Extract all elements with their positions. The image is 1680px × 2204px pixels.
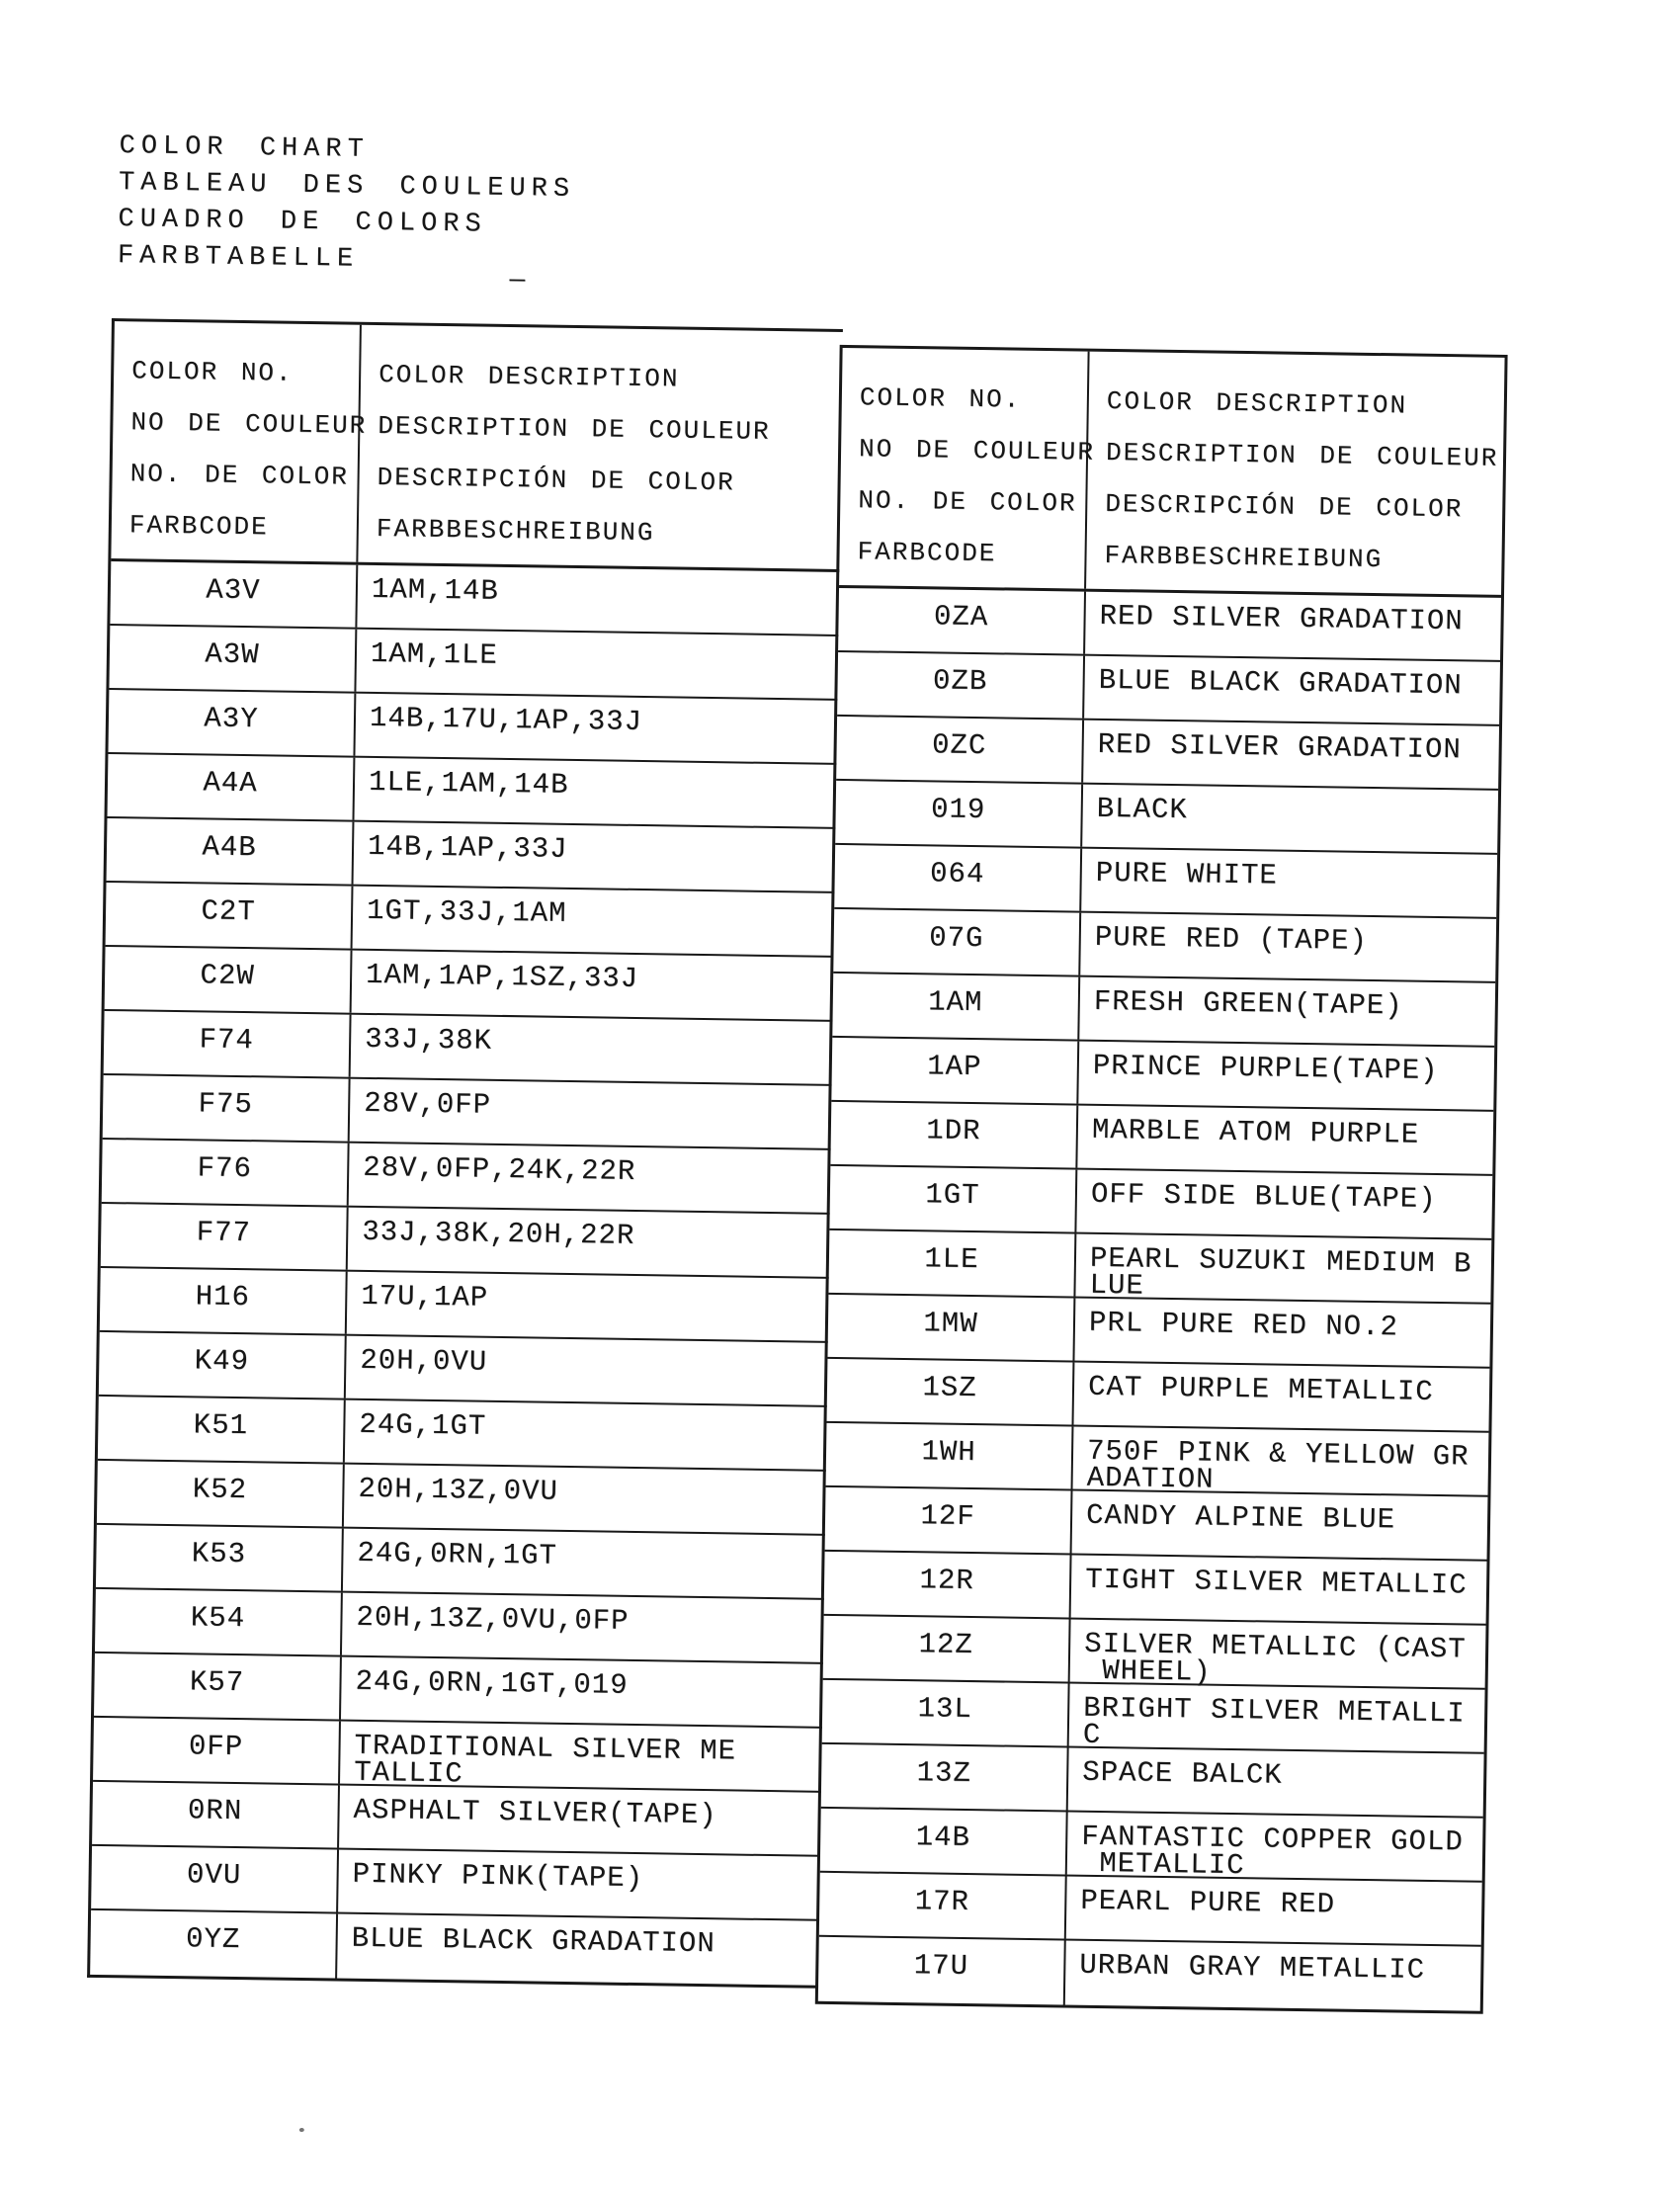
color-code: 0ZA — [838, 588, 1086, 654]
scan-speck-artifact — [299, 2128, 304, 2132]
color-description: PINKY PINK(TAPE) — [352, 1857, 644, 1896]
table-row — [828, 1230, 1491, 1305]
color-description: 28V,0FP — [363, 1086, 492, 1122]
header-color-description-right — [1086, 352, 1505, 595]
color-code: 17R — [819, 1873, 1067, 1939]
color-code: 0ZC — [836, 717, 1084, 783]
title-line-es: CUADRO DE COLORS — [118, 205, 487, 240]
title-line-en: COLOR CHART — [119, 131, 371, 165]
color-code: A3Y — [108, 690, 356, 756]
table-row — [820, 1809, 1483, 1883]
color-code: 0ZB — [837, 652, 1085, 719]
color-code: K53 — [96, 1525, 344, 1591]
color-description: PURE WHITE — [1095, 856, 1279, 892]
header-line: COLOR NO. — [859, 382, 1022, 415]
color-description: 1AM,14B — [371, 572, 500, 608]
color-code: 0FP — [93, 1718, 341, 1784]
table-row — [823, 1616, 1486, 1690]
color-code: C2T — [106, 883, 354, 949]
color-description: SPACE BALCK — [1082, 1755, 1283, 1792]
color-code: K54 — [95, 1589, 343, 1655]
table-row — [835, 781, 1498, 855]
color-code: K52 — [97, 1461, 345, 1527]
table-row — [102, 1140, 831, 1215]
table-row — [831, 1038, 1494, 1112]
header-line: FARBBESCHREIBUNG — [1104, 540, 1384, 575]
color-description: 33J,38K — [364, 1022, 493, 1058]
header-line: NO DE COULEUR — [130, 407, 368, 441]
table-row — [838, 588, 1501, 662]
table-right-half — [815, 345, 1508, 2014]
header-color-no-right — [839, 348, 1096, 589]
table-body-left — [90, 561, 839, 1986]
color-code: 12R — [824, 1552, 1072, 1618]
table-row — [106, 883, 835, 958]
header-color-description-left — [358, 325, 843, 569]
table-row — [829, 1166, 1492, 1240]
color-description: BLUE BLACK GRADATION — [351, 1921, 715, 1961]
color-description: 20H,13Z,0VU — [358, 1472, 559, 1508]
header-line: NO DE COULEUR — [858, 434, 1096, 467]
header-line: COLOR DESCRIPTION — [378, 360, 680, 394]
color-code: 14B — [820, 1809, 1068, 1875]
table-row — [104, 1011, 833, 1086]
color-code: 17U — [818, 1937, 1066, 2005]
table-header-right — [839, 348, 1505, 598]
color-code: 1AP — [831, 1038, 1079, 1104]
table-row — [824, 1552, 1487, 1626]
color-code: A3W — [109, 626, 357, 692]
table-row — [108, 690, 837, 765]
color-code: A4A — [108, 754, 356, 820]
table-row — [837, 652, 1500, 726]
color-description: RED SILVER GRADATION — [1097, 727, 1462, 767]
color-code: 13L — [822, 1680, 1070, 1746]
color-code: 1LE — [828, 1230, 1076, 1297]
color-code: 07G — [833, 909, 1081, 975]
color-description: ASPHALT SILVER(TAPE) — [353, 1793, 717, 1832]
table-row — [832, 974, 1495, 1048]
color-description: PEARL SUZUKI MEDIUM B LUE — [1089, 1241, 1472, 1303]
color-code: K49 — [99, 1332, 347, 1399]
color-code: 12Z — [823, 1616, 1071, 1682]
color-description: 14B,17U,1AP,33J — [369, 701, 643, 739]
color-description: OFF SIDE BLUE(TAPE) — [1090, 1177, 1437, 1216]
color-description: 750F PINK & YELLOW GR ADATION — [1086, 1434, 1470, 1496]
table-row — [825, 1487, 1488, 1562]
color-description: 17U,1AP — [361, 1279, 489, 1314]
table-row — [96, 1525, 825, 1600]
table-row — [105, 947, 834, 1022]
table-row — [107, 818, 836, 893]
color-description: CAT PURPLE METALLIC — [1087, 1370, 1434, 1408]
color-description: 28V,0FP,24K,22R — [363, 1150, 636, 1188]
table-row — [830, 1102, 1493, 1176]
table-row — [90, 1910, 819, 1986]
table-row — [99, 1332, 828, 1407]
table-row — [819, 1873, 1482, 1947]
color-description: 14B,1AP,33J — [367, 829, 568, 866]
table-row — [110, 561, 839, 636]
color-code: 1GT — [829, 1166, 1077, 1232]
color-code: 1WH — [826, 1423, 1074, 1489]
color-code: 1MW — [827, 1295, 1075, 1361]
color-code: F76 — [102, 1140, 350, 1206]
color-code: K57 — [94, 1653, 342, 1720]
header-line: DESCRIPCIÓN DE COLOR — [377, 463, 735, 498]
color-code: 0VU — [91, 1846, 339, 1912]
color-description: URBAN GRAY METALLIC — [1079, 1948, 1426, 1987]
color-description: 1AM,1LE — [370, 636, 499, 672]
header-line: DESCRIPTION DE COULEUR — [378, 411, 771, 447]
color-code: 1SZ — [827, 1359, 1075, 1425]
color-code: 13Z — [821, 1744, 1069, 1811]
table-row — [833, 909, 1496, 983]
title-line-de: FARBTABELLE — [117, 241, 360, 275]
header-line: FARBCODE — [857, 537, 997, 569]
color-code: 1DR — [830, 1102, 1078, 1168]
table-row — [834, 845, 1497, 919]
color-code: 1AM — [832, 974, 1080, 1040]
table-row — [100, 1268, 829, 1343]
color-description: CANDY ALPINE BLUE — [1085, 1498, 1396, 1537]
color-code: 019 — [835, 781, 1083, 847]
header-line: DESCRIPTION DE COULEUR — [1105, 437, 1499, 473]
color-description: TRADITIONAL SILVER ME TALLIC — [353, 1729, 737, 1791]
color-description: FANTASTIC COPPER GOLD METALLIC — [1080, 1820, 1464, 1883]
color-code: C2W — [105, 947, 353, 1013]
color-description: 20H,0VU — [360, 1343, 488, 1379]
table-row — [91, 1846, 820, 1921]
header-line: COLOR DESCRIPTION — [1106, 385, 1408, 421]
table-row — [98, 1397, 827, 1472]
table-row — [826, 1423, 1489, 1497]
color-code: 0RN — [92, 1782, 340, 1848]
color-code: A4B — [107, 818, 355, 885]
page-title — [118, 128, 576, 282]
color-description: 24G,1GT — [359, 1407, 487, 1443]
color-code: 064 — [834, 845, 1082, 911]
header-line: FARBCODE — [128, 510, 269, 543]
table-row — [95, 1589, 824, 1664]
table-row — [93, 1718, 822, 1793]
color-description: 1LE,1AM,14B — [368, 765, 569, 802]
header-line: NO. DE COLOR — [858, 485, 1077, 519]
table-left-half — [87, 318, 843, 1989]
color-code: F74 — [104, 1011, 352, 1077]
table-row — [827, 1295, 1490, 1369]
header-line: COLOR NO. — [130, 356, 294, 388]
color-description: 24G,0RN,1GT — [357, 1536, 558, 1572]
color-description: 1AM,1AP,1SZ,33J — [365, 958, 639, 995]
color-description: FRESH GREEN(TAPE) — [1093, 984, 1403, 1023]
table-body-right — [818, 588, 1501, 2011]
color-description: 24G,0RN,1GT,019 — [355, 1664, 629, 1702]
color-description: PURE RED (TAPE) — [1094, 920, 1369, 958]
color-code: F75 — [103, 1075, 351, 1142]
color-description: SILVER METALLIC (CAST WHEEL) — [1083, 1627, 1467, 1689]
color-description: PRL PURE RED NO.2 — [1088, 1306, 1399, 1344]
color-description: 20H,13Z,0VU,0FP — [356, 1600, 630, 1638]
color-description: 1GT,33J,1AM — [366, 893, 567, 930]
color-code: A3V — [110, 561, 358, 628]
color-code: H16 — [100, 1268, 348, 1334]
title-line-fr: TABLEAU DES COULEURS — [118, 168, 576, 205]
color-description: PRINCE PURPLE(TAPE) — [1092, 1049, 1439, 1087]
header-line: FARBBESCHREIBUNG — [376, 513, 655, 549]
color-code: K51 — [98, 1397, 346, 1463]
color-description: 33J,38K,20H,22R — [362, 1215, 635, 1252]
table-row — [818, 1937, 1481, 2011]
table-row — [97, 1461, 826, 1536]
table-row — [103, 1075, 832, 1150]
table-row — [826, 1359, 1489, 1433]
table-row — [821, 1744, 1484, 1819]
color-code: 12F — [825, 1487, 1073, 1554]
scan-dash-artifact: — — [509, 264, 526, 296]
color-description: TIGHT SILVER METALLIC — [1084, 1563, 1468, 1602]
table-row — [94, 1653, 823, 1729]
color-description: BRIGHT SILVER METALLI C — [1082, 1691, 1466, 1752]
table-row — [92, 1782, 821, 1857]
header-line: NO. DE COLOR — [129, 459, 350, 492]
table-header-left — [111, 321, 843, 572]
table-row — [101, 1204, 830, 1279]
table-row — [109, 626, 838, 701]
color-description: BLUE BLACK GRADATION — [1098, 663, 1463, 703]
color-description: RED SILVER GRADATION — [1099, 599, 1464, 638]
header-color-no-left — [111, 321, 368, 562]
color-description: BLACK — [1096, 792, 1188, 827]
header-line: DESCRIPCIÓN DE COLOR — [1105, 488, 1464, 525]
color-description: MARBLE ATOM PURPLE — [1091, 1113, 1420, 1151]
table-row — [836, 717, 1499, 791]
color-description: PEARL PURE RED — [1080, 1884, 1336, 1921]
color-code: F77 — [101, 1204, 349, 1270]
table-row — [822, 1680, 1485, 1754]
color-code: 0YZ — [90, 1910, 338, 1979]
table-row — [107, 754, 836, 829]
